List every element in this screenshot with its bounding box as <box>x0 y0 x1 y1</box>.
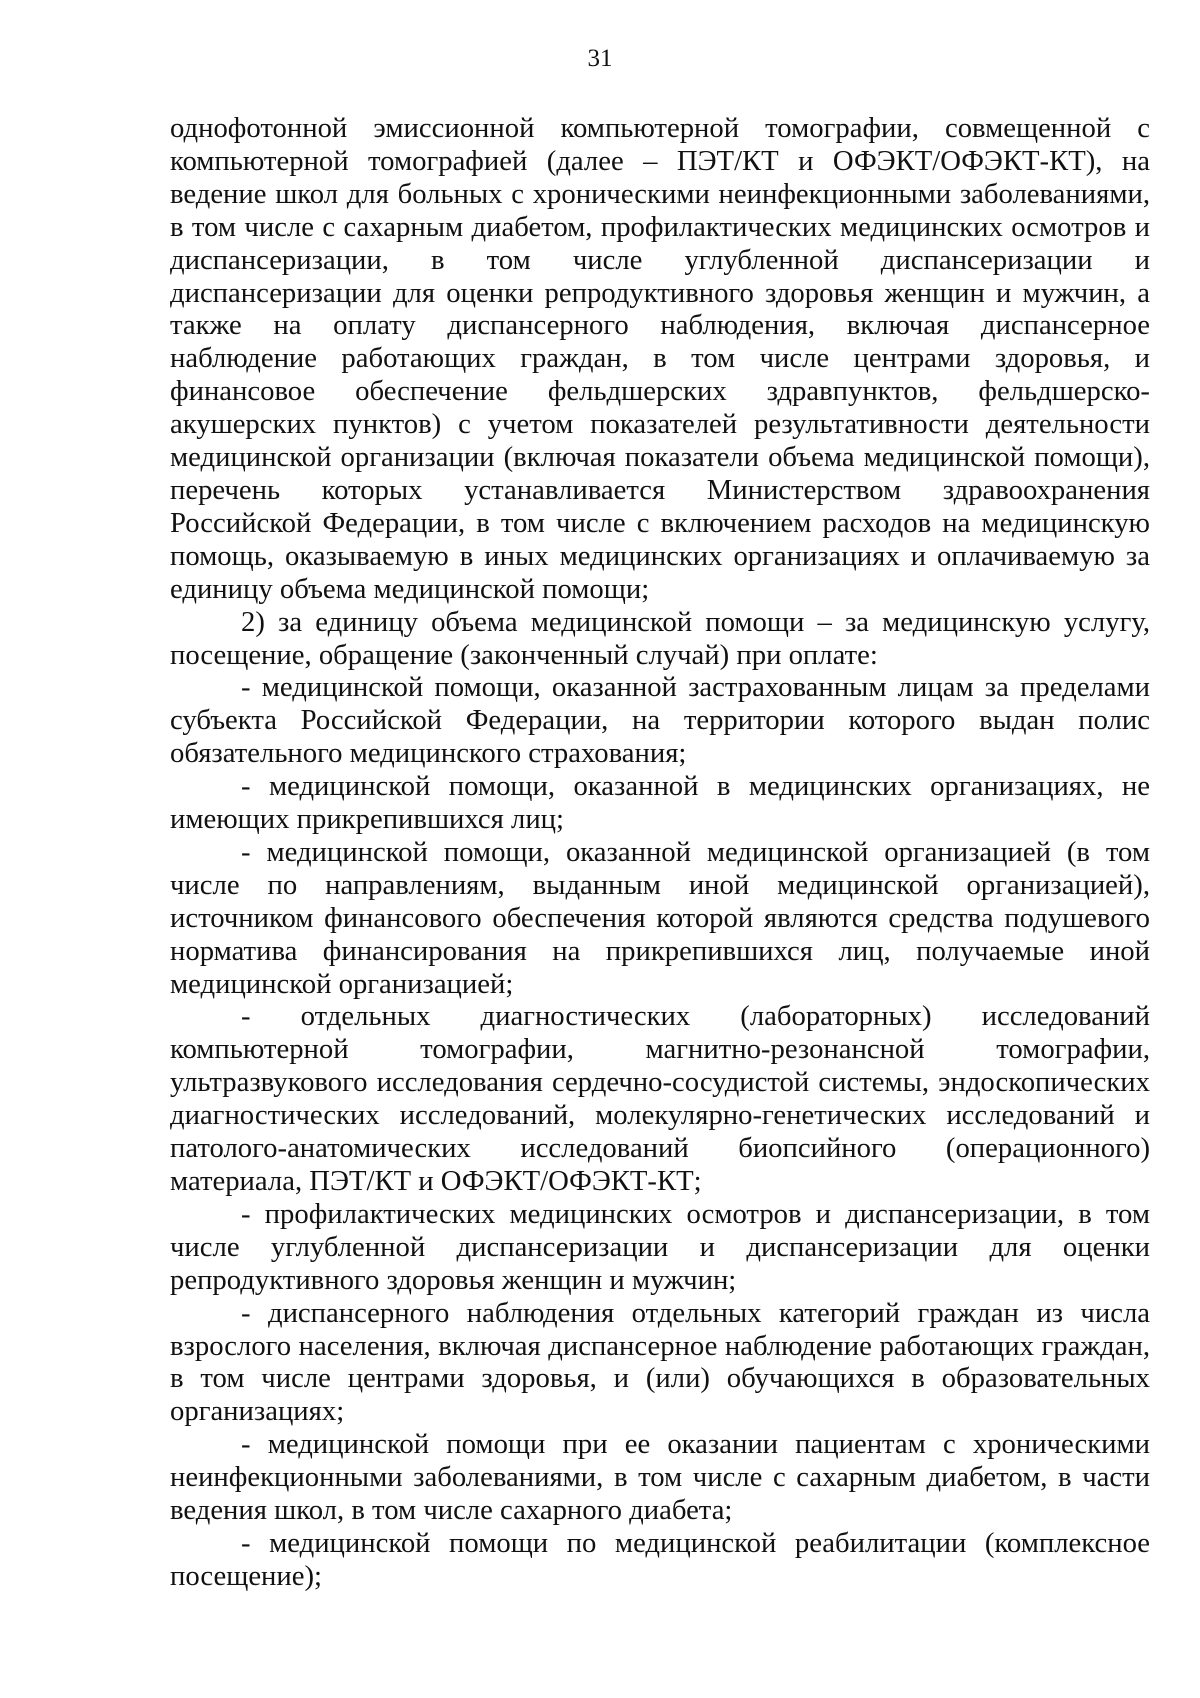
list-item: - медицинской помощи, оказанной медицинской организацией (в том числе по направлениям, выданным иной медицинской организацией), источником финансового обеспечения которой являются средства подушевого норматива финансирования на прикрепившихся лиц, получаемые иной медицинской организацией; <box>170 835 1150 1000</box>
list-item: - медицинской помощи, оказанной застрахованным лицам за пределами субъекта Российской Федерации, на территории которого выдан полис обязательного медицинского страхования; <box>170 671 1150 770</box>
list-item: - медицинской помощи, оказанной в медицинских организациях, не имеющих прикрепившихся лиц; <box>170 770 1150 836</box>
list-item: - профилактических медицинских осмотров и диспансеризации, в том числе углубленной диспансеризации и диспансеризации для оценки репродуктивного здоровья женщин и мужчин; <box>170 1197 1150 1296</box>
paragraph-continuation: однофотонной эмиссионной компьютерной томографии, совмещенной с компьютерной томографией (далее – ПЭТ/КТ и ОФЭКТ/ОФЭКТ-КТ), на ведение школ для больных с хроническими неинфекционными заболеваниями, в том числе с сахарным диабетом, профилактических медицинских осмотров и диспансеризации, в том числе углубленной диспансеризации и диспансеризации для оценки репродуктивного здоровья женщин и мужчин, а также на оплату диспансерного наблюдения, включая диспансерное наблюдение работающих граждан, в том числе центрами здоровья, и финансовое обеспечение фельдшерских здравпунктов, фельдшерско-акушерских пунктов) с учетом показателей результативности деятельности медицинской организации (включая показатели объема медицинской помощи), перечень которых устанавливается Министерством здравоохранения Российской Федерации, в том числе с включением расходов на медицинскую помощь, оказываемую в иных медицинских организациях и оплачиваемую за единицу объема медицинской помощи; <box>170 112 1150 605</box>
document-body <box>170 112 1150 1593</box>
list-item: - диспансерного наблюдения отдельных категорий граждан из числа взрослого населения, включая диспансерное наблюдение работающих граждан, в том числе центрами здоровья, и (или) обучающихся в образовательных организациях; <box>170 1296 1150 1428</box>
page-number: 31 <box>587 45 613 72</box>
list-item: - медицинской помощи по медицинской реабилитации (комплексное посещение); <box>170 1526 1150 1592</box>
list-item: - отдельных диагностических (лабораторных) исследований компьютерной томографии, магнитно-резонансной томографии, ультразвукового исследования сердечно-сосудистой системы, эндоскопических диагностических исследований, молекулярно-генетических исследований и патолого-анатомических исследований биопсийного (операционного) материала, ПЭТ/КТ и ОФЭКТ/ОФЭКТ-КТ; <box>170 1000 1150 1197</box>
paragraph-item-2: 2) за единицу объема медицинской помощи – за медицинскую услугу, посещение, обращение (законченный случай) при оплате: <box>170 605 1150 671</box>
list-item: - медицинской помощи при ее оказании пациентам с хроническими неинфекционными заболеваниями, в том числе с сахарным диабетом, в части ведения школ, в том числе сахарного диабета; <box>170 1428 1150 1527</box>
